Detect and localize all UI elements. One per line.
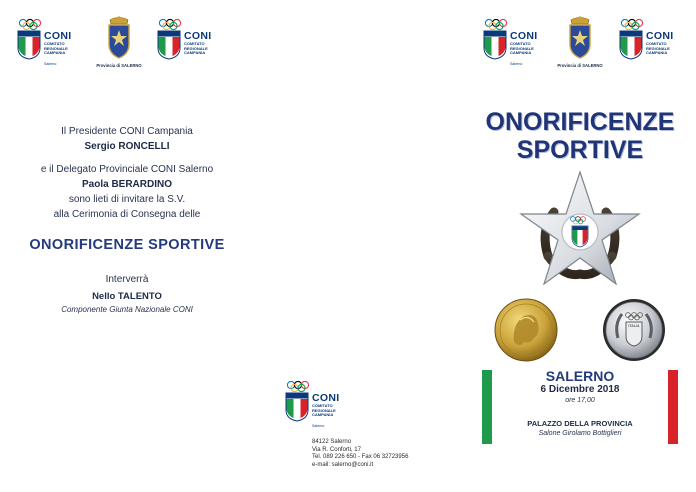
olympic-rings-icon bbox=[18, 18, 42, 30]
guest-name: Nello TALENTO bbox=[92, 291, 162, 302]
coni-brand-text: CONI bbox=[184, 30, 212, 42]
olympic-rings-icon bbox=[620, 18, 644, 30]
president-line: Il Presidente CONI Campania bbox=[61, 126, 193, 137]
cover-title-line1: ONORIFICENZE bbox=[485, 108, 675, 136]
province-label: Provincia di SALERNO bbox=[96, 63, 142, 68]
coni-logo bbox=[156, 18, 218, 68]
cover-time: ore 17,00 bbox=[565, 397, 595, 404]
cover-title-line2: SPORTIVE bbox=[516, 136, 644, 164]
coni-logo bbox=[16, 18, 78, 68]
coni-logo bbox=[618, 18, 680, 68]
coni-logo-footer bbox=[284, 380, 346, 430]
olympic-rings-icon bbox=[484, 18, 508, 30]
cover-city: SALERNO bbox=[545, 368, 615, 384]
contact-email: e-mail: salerno@coni.it bbox=[312, 461, 374, 468]
cover-title bbox=[480, 108, 680, 164]
coni-tag-text: Salerno bbox=[44, 62, 57, 66]
contact-address: 84122 Salerno bbox=[312, 439, 352, 445]
silver-medal-icon bbox=[602, 298, 666, 362]
event-title: ONORIFICENZE SPORTIVE bbox=[29, 237, 225, 253]
coni-brand-text: CONI bbox=[312, 392, 340, 404]
coni-sub-text: COMITATO REGIONALE CAMPANIA bbox=[510, 41, 534, 56]
guest-role: Componente Giunta Nazionale CONI bbox=[61, 305, 193, 314]
coni-brand-text: CONI bbox=[510, 30, 538, 42]
coni-sub-text: COMITATO REGIONALE CAMPANIA bbox=[184, 41, 208, 56]
italy-shield-icon bbox=[483, 30, 507, 60]
invite-line: sono lieti di invitare la S.V. bbox=[68, 194, 186, 205]
contact-street: Via R. Conforti, 17 bbox=[312, 446, 361, 453]
cover-room: Salone Girolamo Bottiglieri bbox=[538, 430, 622, 437]
ceremony-line: alla Cerimonia di Consegna delle bbox=[53, 209, 201, 220]
italy-shield-icon bbox=[619, 30, 643, 60]
gold-medal-icon bbox=[494, 298, 558, 362]
coni-tag-text: Salerno bbox=[510, 62, 523, 66]
coni-sub-text: COMITATO REGIONALE CAMPANIA bbox=[646, 41, 670, 56]
province-crest bbox=[557, 16, 603, 72]
olympic-rings-icon bbox=[158, 18, 182, 30]
italy-shield-icon bbox=[17, 30, 41, 60]
coni-sub-text: COMITATO REGIONALE CAMPANIA bbox=[312, 403, 336, 418]
italy-shield-icon bbox=[157, 30, 181, 60]
contact-phone: Tel. 089 226 650 - Fax 06 32723956 bbox=[312, 454, 409, 461]
crest-icon bbox=[567, 16, 593, 60]
cover-venue: PALAZZO DELLA PROVINCIA bbox=[527, 419, 633, 428]
president-name: Sergio RONCELLI bbox=[84, 141, 170, 152]
delegate-name: Paola BERARDINO bbox=[81, 179, 172, 190]
province-crest bbox=[96, 16, 142, 72]
cover-date: 6 Dicembre 2018 bbox=[540, 384, 620, 395]
star-medal-icon bbox=[518, 170, 642, 292]
coni-brand-text: CONI bbox=[44, 30, 72, 42]
italy-shield-icon bbox=[285, 392, 309, 422]
contact-block bbox=[312, 439, 408, 469]
province-label: Provincia di SALERNO bbox=[557, 63, 603, 68]
crest-icon bbox=[106, 16, 132, 60]
coni-sub-text: COMITATO REGIONALE CAMPANIA bbox=[44, 41, 68, 56]
intervention-label: Interverrà bbox=[105, 274, 149, 285]
medal-shield-text: ITALIA bbox=[628, 324, 640, 328]
coni-tag-text: Salerno bbox=[312, 424, 325, 428]
delegate-line: e il Delegato Provinciale CONI Salerno bbox=[40, 164, 214, 175]
olympic-rings-icon bbox=[286, 380, 310, 392]
coni-logo bbox=[482, 18, 544, 68]
coni-brand-text: CONI bbox=[646, 30, 674, 42]
